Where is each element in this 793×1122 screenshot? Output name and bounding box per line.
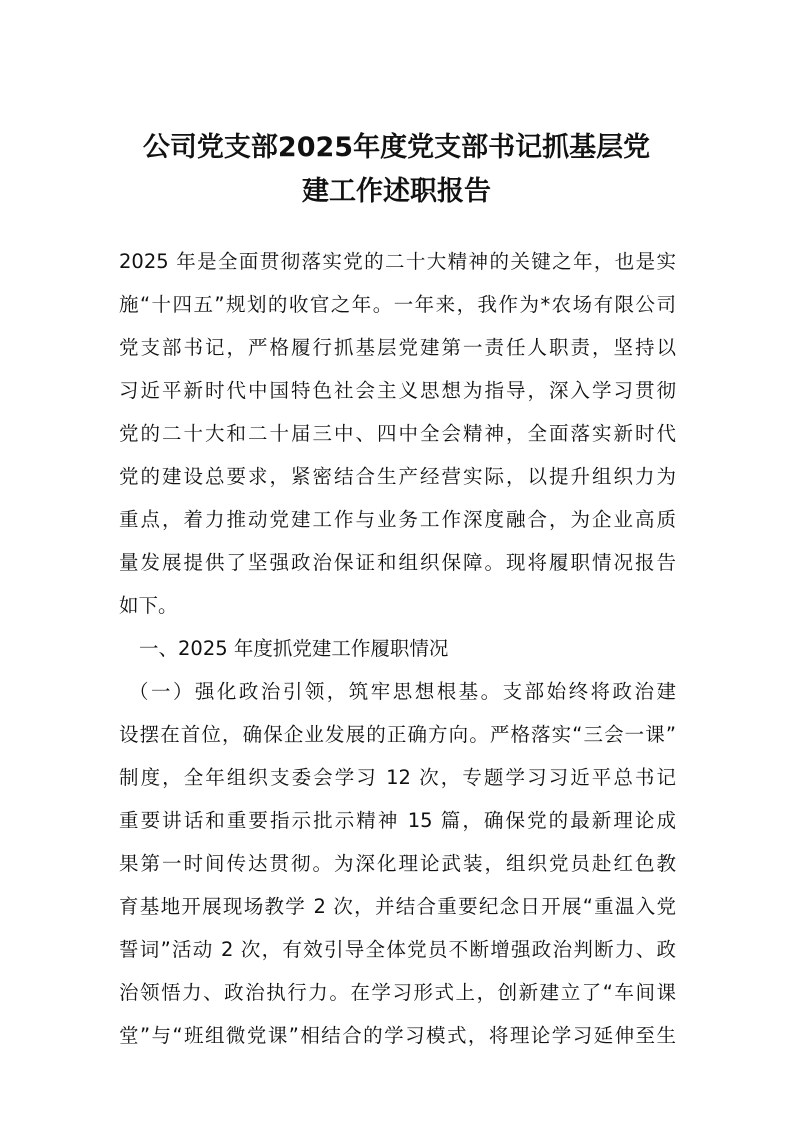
text-line: 果第一时间传达贯彻。为深化理论武装，组织党员赴红色教 (119, 852, 676, 875)
document-body (119, 240, 676, 1057)
document-title-line-1: 公司党支部2025年度党支部书记抓基层党 (142, 132, 651, 163)
text-line: 量发展提供了坚强政治保证和组织保障。现将履职情况报告 (119, 551, 676, 574)
text-line: 施“十四五”规划的收官之年。一年来，我作为*农场有限公司 (119, 293, 676, 316)
text-line: 设摆在首位，确保企业发展的正确方向。严格落实“三会一课” (119, 723, 676, 746)
text-line: （一）强化政治引领，筑牢思想根基。支部始终将政治建 (129, 680, 676, 703)
intro-paragraph (119, 240, 676, 627)
text-line: 党支部书记，严格履行抓基层党建第一责任人职责，坚持以 (119, 336, 676, 359)
section-paragraph (119, 670, 676, 1057)
text-line: 治领悟力、政治执行力。在学习形式上，创新建立了“车间课 (119, 981, 676, 1004)
document-title-line-2: 建工作述职报告 (302, 176, 491, 207)
text-line: 如下。 (119, 594, 178, 617)
text-line: 育基地开展现场教学 2 次，并结合重要纪念日开展“重温入党 (119, 895, 676, 918)
text-line: 2025 年是全面贯彻落实党的二十大精神的关键之年，也是实 (119, 250, 676, 273)
text-line: 誓词”活动 2 次，有效引导全体党员不断增强政治判断力、政 (119, 938, 676, 961)
text-line: 习近平新时代中国特色社会主义思想为指导，深入学习贯彻 (119, 379, 676, 402)
text-line: 党的二十大和二十届三中、四中全会精神，全面落实新时代 (119, 422, 676, 445)
text-line: 制度，全年组织支委会学习 12 次，专题学习习近平总书记 (119, 766, 676, 789)
text-line: 党的建设总要求，紧密结合生产经营实际，以提升组织力为 (119, 465, 676, 488)
text-line: 堂”与“班组微党课”相结合的学习模式，将理论学习延伸至生 (119, 1024, 676, 1047)
section-heading: 一、2025 年度抓党建工作履职情况 (139, 637, 449, 660)
text-line: 重点，着力推动党建工作与业务工作深度融合，为企业高质 (119, 508, 676, 531)
text-line: 重要讲话和重要指示批示精神 15 篇，确保党的最新理论成 (119, 809, 676, 832)
